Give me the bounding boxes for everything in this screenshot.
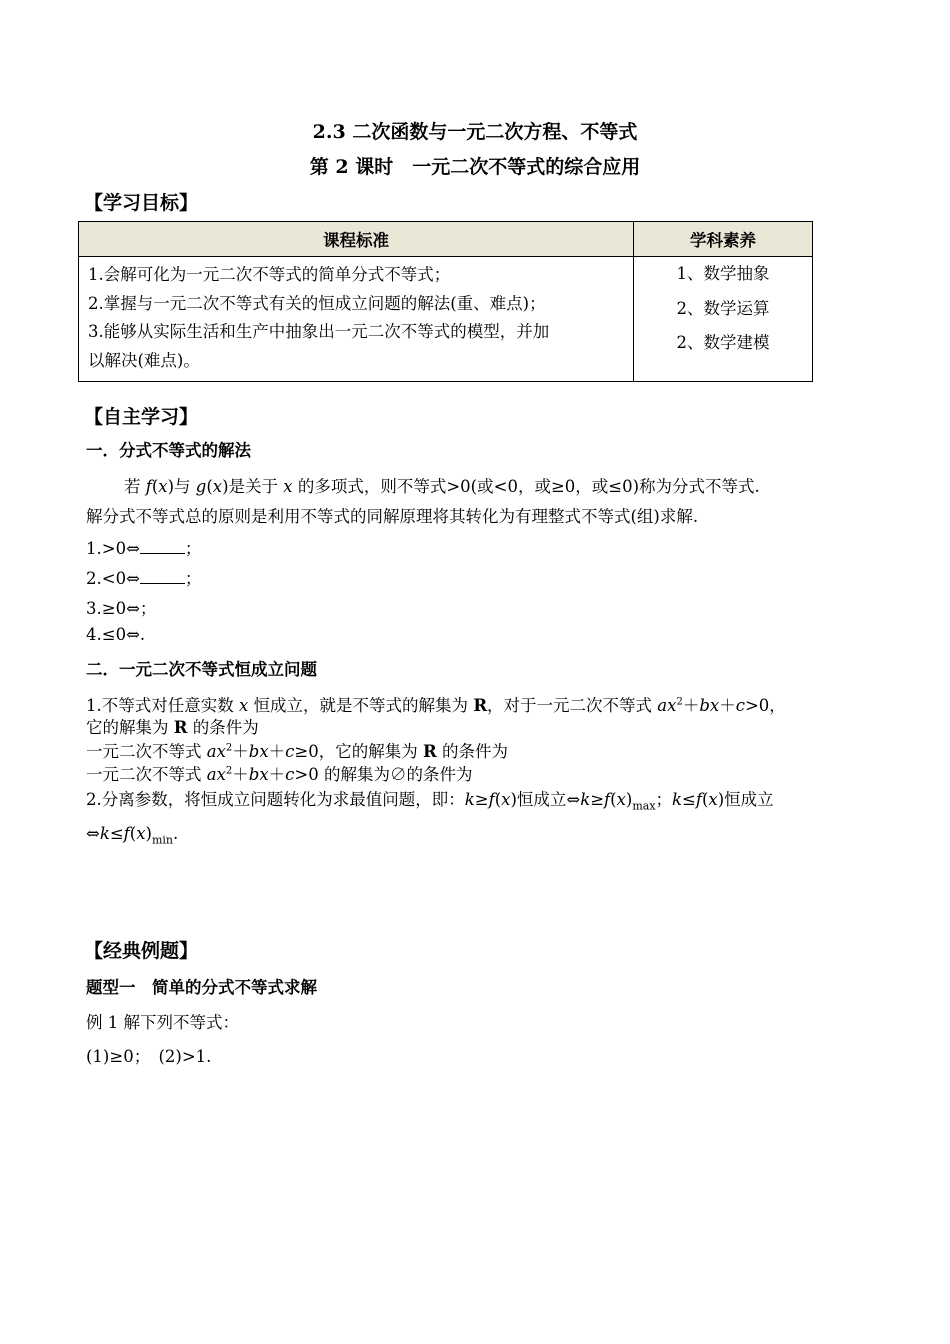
title-line-1: 2.3 二次函数与一元二次方程、不等式 — [312, 121, 638, 143]
list-item: 4.≤0⇔. — [86, 625, 146, 644]
section2-para2: 一元二次不等式 $ax^2+bx+c\ge 0$，它的解集为 R 的条件为 — [86, 742, 508, 761]
literacy-item: 2、数学运算 — [676, 298, 770, 318]
answer-blank[interactable] — [140, 567, 185, 584]
example1-prompt: 例 1 解下列不等式： — [86, 1013, 239, 1032]
list-item: 1.>0⇔ ； — [86, 539, 202, 558]
standard-item: 1.会解可化为一元二次不等式的简单分式不等式； — [88, 265, 451, 284]
list-item: 3.≥0⇔； — [86, 599, 157, 618]
section2-para5: $\Leftrightarrow k\le f(x)_{min}$. — [86, 824, 179, 847]
section2-title: 二．一元二次不等式恒成立问题 — [86, 660, 317, 679]
section2-para3: 一元二次不等式 $ax^2+bx+c>0$ 的解集为∅的条件为 — [86, 765, 473, 784]
section2-para4: 2.分离参数，将恒成立问题转化为求最值问题，即：k≥f(x)恒成立$\Leftrightarrow k\ge f(x)_{max}$；k≤f(x)恒成立 — [86, 790, 774, 813]
list-item: 2.<0⇔ ； — [86, 569, 202, 588]
examples-heading: 【经典例题】 — [84, 940, 199, 962]
literacy-item: 1、数学抽象 — [676, 264, 770, 283]
section2-para1-line1: 1.不等式对任意实数 x 恒成立，就是不等式的解集为 R，对于一元二次不等式 $ax^2+bx+c>0$， — [86, 696, 786, 715]
section2-para1-line2: 它的解集为 R 的条件为 — [86, 718, 259, 737]
literacy-cell — [634, 257, 813, 382]
standards-cell — [79, 257, 634, 382]
standard-item: 2.掌握与一元二次不等式有关的恒成立问题的解法(重、难点)； — [88, 293, 546, 313]
table-header-literacy: 学科素养 — [634, 222, 813, 257]
example1-parts: (1)≥0； (2)>1. — [86, 1047, 212, 1066]
learning-goals-table — [78, 221, 813, 382]
type1-title: 题型一 简单的分式不等式求解 — [86, 978, 317, 997]
standard-item: 以解决(难点)。 — [88, 350, 200, 370]
section1-principle: 解分式不等式总的原则是利用不等式的同解原理将其转化为有理整式不等式(组)求解. — [86, 507, 699, 526]
goals-heading: 【学习目标】 — [84, 192, 199, 214]
title-line-2: 第 2 课时 一元二次不等式的综合应用 — [309, 156, 641, 178]
section1-title: 一．分式不等式的解法 — [86, 441, 251, 460]
section1-intro: 若 f(x)与 g(x)是关于 x 的多项式，则不等式>0(或<0，或≥0，或≤0)称为分式不等式. — [124, 477, 760, 496]
standard-item: 3.能够从实际生活和生产中抽象出一元二次不等式的模型，并加 — [88, 322, 550, 341]
literacy-item: 2、数学建模 — [676, 333, 770, 352]
self-study-heading: 【自主学习】 — [84, 406, 199, 428]
table-header-standards: 课程标准 — [79, 222, 634, 257]
answer-blank[interactable] — [140, 537, 185, 554]
